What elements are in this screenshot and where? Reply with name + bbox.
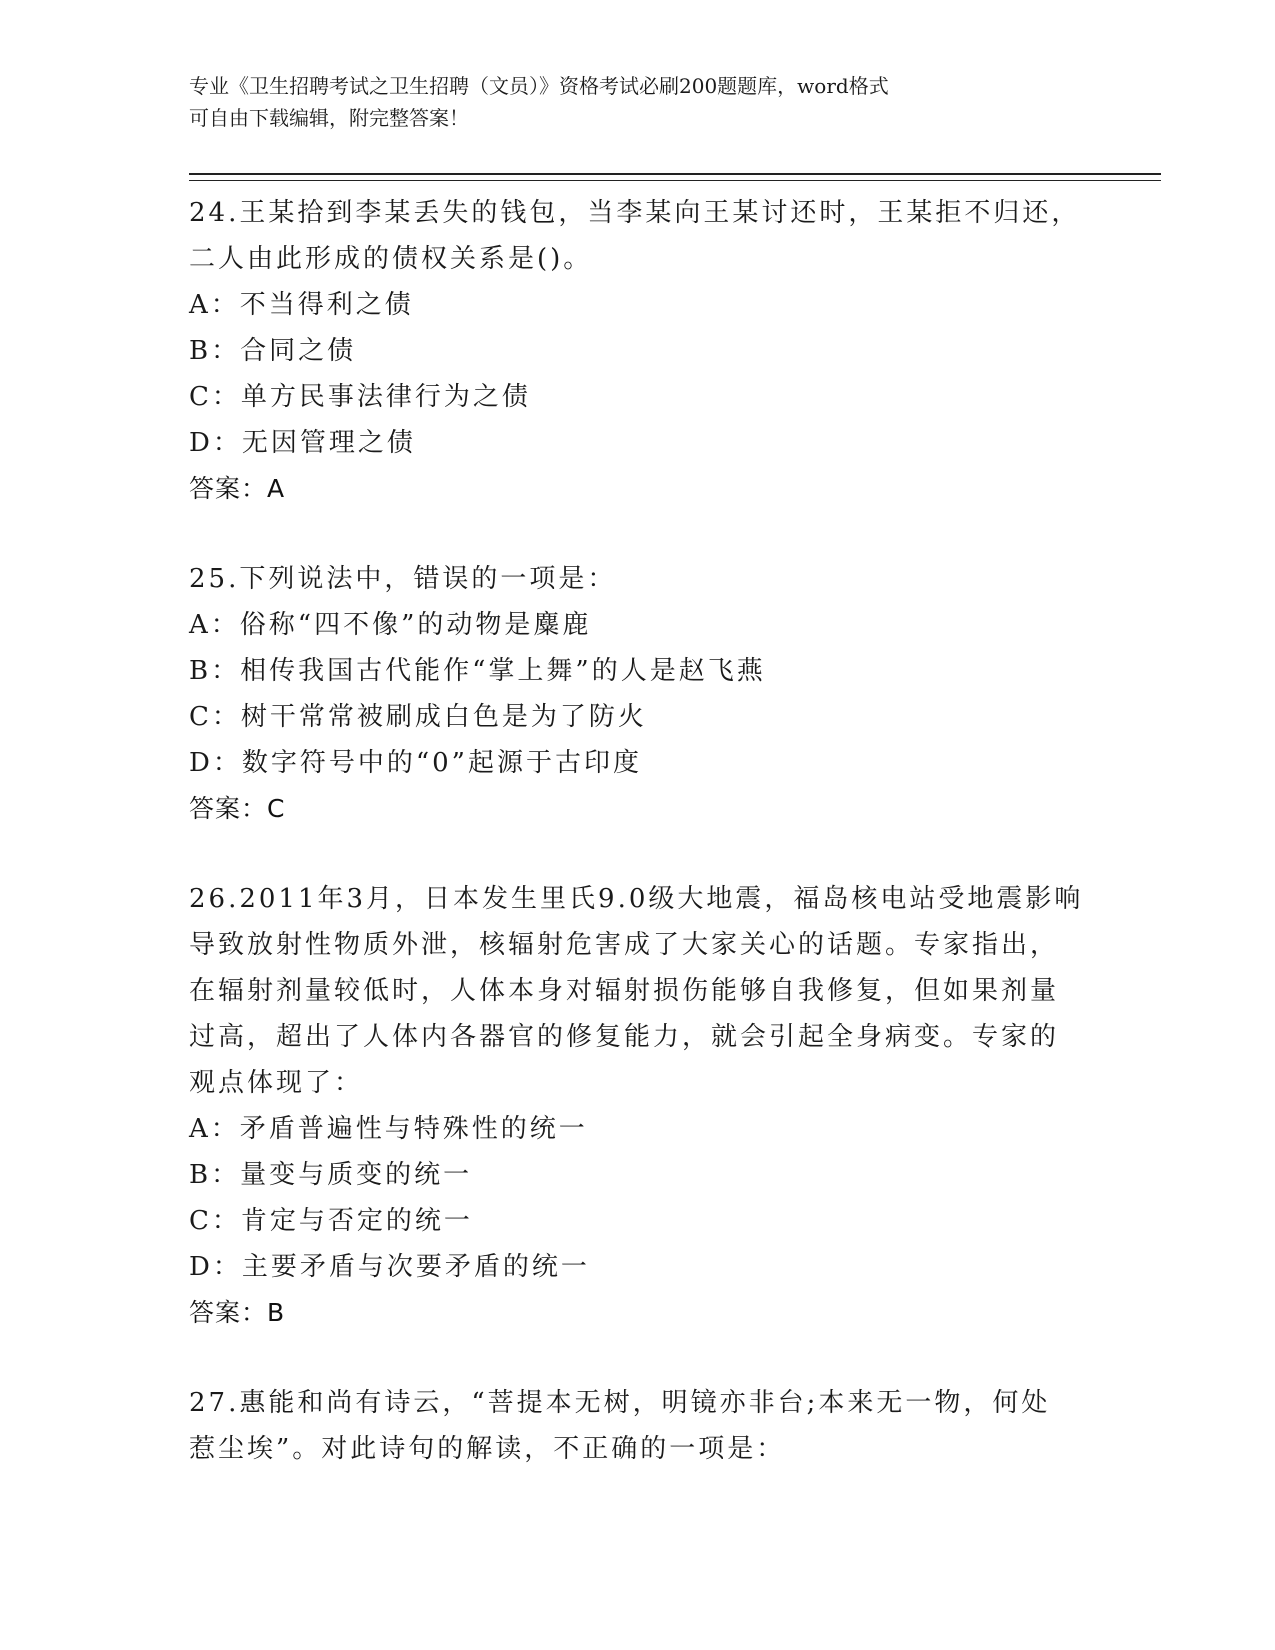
header-divider-thick bbox=[189, 173, 1161, 175]
question-stem-line: 在辐射剂量较低时，人体本身对辐射损伤能够自我修复，但如果剂量 bbox=[189, 976, 1060, 1006]
option-d: D：数字符号中的“0”起源于古印度 bbox=[189, 748, 642, 778]
question-27 bbox=[189, 1380, 1109, 1472]
option-c: C：肯定与否定的统一 bbox=[189, 1206, 473, 1236]
option-b: B：合同之债 bbox=[189, 336, 357, 366]
question-stem-line: 惹尘埃”。对此诗句的解读，不正确的一项是： bbox=[189, 1434, 786, 1464]
question-spacer bbox=[189, 512, 1109, 556]
option-d: D：主要矛盾与次要矛盾的统一 bbox=[189, 1252, 590, 1282]
option-b: B：量变与质变的统一 bbox=[189, 1160, 473, 1190]
answer-line: 答案：B bbox=[189, 1298, 286, 1327]
header-title-line-2: 可自由下载编辑，附完整答案！ bbox=[189, 106, 469, 130]
question-spacer bbox=[189, 1336, 1109, 1380]
question-stem-line: 25.下列说法中，错误的一项是： bbox=[189, 564, 617, 594]
document-header bbox=[189, 70, 1089, 134]
question-24 bbox=[189, 190, 1109, 512]
answer-line: 答案：C bbox=[189, 794, 286, 823]
option-b: B：相传我国古代能作“掌上舞”的人是赵飞燕 bbox=[189, 656, 766, 686]
header-title-line-1: 专业《卫生招聘考试之卫生招聘（文员）》资格考试必刷200题题库，word格式 bbox=[189, 74, 889, 98]
answer-line: 答案：A bbox=[189, 474, 286, 503]
question-26 bbox=[189, 876, 1109, 1336]
question-stem-line: 观点体现了： bbox=[189, 1068, 364, 1098]
option-d: D：无因管理之债 bbox=[189, 428, 416, 458]
option-a: A：矛盾普遍性与特殊性的统一 bbox=[189, 1114, 588, 1144]
question-stem-line: 过高，超出了人体内各器官的修复能力，就会引起全身病变。专家的 bbox=[189, 1022, 1060, 1052]
option-a: A：不当得利之债 bbox=[189, 290, 414, 320]
question-stem-line: 26.2011年3月，日本发生里氏9.0级大地震，福岛核电站受地震影响 bbox=[189, 884, 1084, 914]
question-stem-line: 导致放射性物质外泄，核辐射危害成了大家关心的话题。专家指出， bbox=[189, 930, 1060, 960]
question-spacer bbox=[189, 832, 1109, 876]
header-divider-thin bbox=[189, 180, 1161, 181]
question-list bbox=[189, 190, 1109, 1472]
question-stem-line: 27.惠能和尚有诗云，“菩提本无树，明镜亦非台;本来无一物，何处 bbox=[189, 1388, 1051, 1418]
option-c: C：单方民事法律行为之债 bbox=[189, 382, 531, 412]
option-c: C：树干常常被刷成白色是为了防火 bbox=[189, 702, 647, 732]
question-stem-line: 24.王某拾到李某丢失的钱包，当李某向王某讨还时，王某拒不归还， bbox=[189, 198, 1081, 228]
question-stem-line: 二人由此形成的债权关系是()。 bbox=[189, 244, 593, 274]
option-a: A：俗称“四不像”的动物是麋鹿 bbox=[189, 610, 592, 640]
question-25 bbox=[189, 556, 1109, 832]
